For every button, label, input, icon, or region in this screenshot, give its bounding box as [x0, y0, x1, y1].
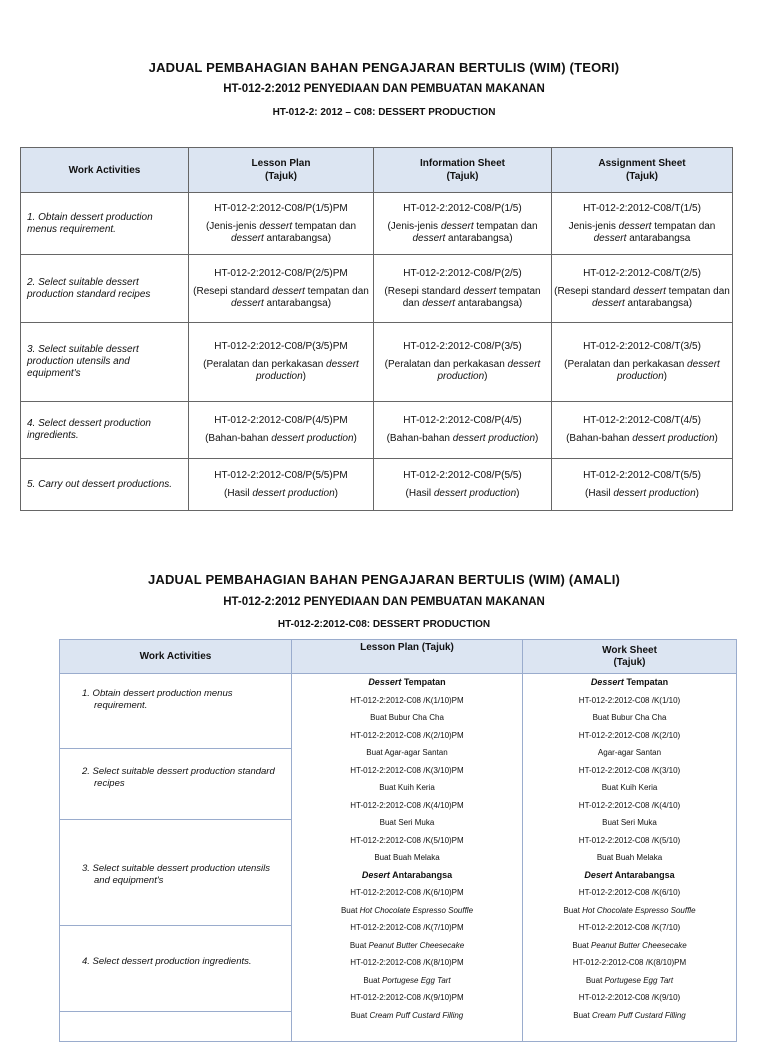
activity-cell: 4. Select dessert production ingredients. — [21, 402, 189, 459]
list-item: Buat Agar-agar Santan — [366, 748, 448, 757]
lesson-plan-cell: HT-012-2:2012-C08/P(4/5)PM (Bahan-bahan dessert production) — [189, 402, 374, 459]
header-work-activities: Work Activities — [60, 640, 292, 674]
list-item: HT-012-2:2012-C08 /K(3/10)PM — [350, 765, 464, 775]
activity-cell: 2. Select suitable dessert production standard recipes — [60, 749, 292, 820]
list-item: HT-012-2:2012-C08 /K(7/10)PM — [350, 923, 464, 932]
list-item: HT-012-2:2012-C08 /K(9/10)PM — [350, 993, 464, 1002]
list-item: Buat Buah Melaka — [374, 853, 440, 862]
assignment-sheet-cell: HT-012-2:2012-C08/T(3/5) (Peralatan dan perkakasan dessert production) — [552, 323, 733, 402]
activity-cell: 3. Select suitable dessert production utensils and equipment's — [60, 820, 292, 926]
amali-title: JADUAL PEMBAHAGIAN BAHAN PENGAJARAN BERTULIS (WIM) (AMALI) — [147, 572, 621, 587]
activity-cell: 3. Select suitable dessert production utensils and equipment's — [21, 323, 189, 402]
amali-table — [59, 639, 737, 1042]
list-item: Buat Peanut Butter Cheesecake — [572, 940, 687, 950]
work-sheet-list — [523, 674, 737, 1042]
list-item: HT-012-2:2012-C08 /K(5/10) — [578, 835, 681, 845]
list-item: Buat Bubur Cha Cha — [370, 713, 444, 722]
list-item: Buat Hot Chocolate Espresso Souffle — [340, 905, 474, 915]
list-item: Desert Antarabangsa — [584, 869, 675, 880]
lesson-plan-cell: HT-012-2:2012-C08/P(1/5)PM (Jenis-jenis dessert tempatan dan dessert antarabangsa) — [189, 193, 374, 255]
list-item: HT-012-2:2012-C08 /K(4/10)PM — [350, 800, 464, 810]
header-work-activities: Work Activities — [21, 148, 189, 193]
table-row — [60, 674, 737, 749]
list-item: HT-012-2:2012-C08 /K(3/10) — [578, 765, 681, 775]
list-item: Buat Seri Muka — [602, 818, 657, 827]
list-item: Buat Bubur Cha Cha — [592, 713, 667, 722]
header-lesson-plan: Lesson Plan (Tajuk) — [292, 640, 523, 674]
table-row — [21, 255, 733, 323]
list-item: HT-012-2:2012-C08 /K(5/10)PM — [350, 835, 464, 845]
header-assignment-sheet: Assignment Sheet (Tajuk) — [552, 148, 733, 193]
activity-cell: 5. Carry out dessert productions. — [21, 459, 189, 511]
activity-cell — [60, 1012, 292, 1042]
list-item: Agar-agar Santan — [597, 748, 662, 757]
lesson-plan-cell: HT-012-2:2012-C08/P(2/5)PM (Resepi standard dessert tempatan dan dessert antarabangsa) — [189, 255, 374, 323]
list-item: Buat Buah Melaka — [596, 853, 663, 862]
teori-subtitle-course: HT-012-2: 2012 – C08: DESSERT PRODUCTION — [272, 107, 496, 118]
list-item: HT-012-2:2012-C08 /K(6/10) — [578, 888, 681, 897]
list-item: HT-012-2:2012-C08 /K(7/10) — [578, 923, 681, 932]
activity-cell: 4. Select dessert production ingredients. — [60, 926, 292, 1012]
list-item: HT-012-2:2012-C08 /K(6/10)PM — [350, 888, 464, 897]
lesson-plan-cell: HT-012-2:2012-C08/P(5/5)PM (Hasil dessert production) — [189, 459, 374, 511]
list-item: Buat Kuih Keria — [379, 783, 435, 792]
activity-cell: 1. Obtain dessert production menus requirement. — [21, 193, 189, 255]
teori-header-row — [21, 148, 733, 193]
list-item: Buat Hot Chocolate Espresso Souffle — [563, 905, 696, 915]
list-item: HT-012-2:2012-C08 /K(1/10) — [578, 695, 681, 705]
information-sheet-cell: HT-012-2:2012-C08/P(5/5) (Hasil dessert production) — [374, 459, 552, 511]
amali-subtitle: HT-012-2:2012 PENYEDIAAN DAN PEMBUATAN MAKANAN — [223, 596, 545, 608]
table-row — [21, 193, 733, 255]
header-work-sheet: Work Sheet (Tajuk) — [523, 640, 737, 674]
list-item: HT-012-2:2012-C08 /K(8/10)PM — [572, 958, 687, 967]
list-item: Buat Kuih Keria — [601, 783, 658, 792]
list-item: Dessert Tempatan — [368, 677, 446, 687]
list-item: Buat Seri Muka — [379, 818, 435, 827]
table-row — [21, 402, 733, 459]
assignment-sheet-cell: HT-012-2:2012-C08/T(1/5) Jenis-jenis dessert tempatan dan dessert antarabangsa — [552, 193, 733, 255]
amali-header-row — [60, 640, 737, 674]
list-item: HT-012-2:2012-C08 /K(9/10) — [578, 993, 681, 1002]
information-sheet-cell: HT-012-2:2012-C08/P(3/5) (Peralatan dan perkakasan dessert production) — [374, 323, 552, 402]
assignment-sheet-cell: HT-012-2:2012-C08/T(2/5) (Resepi standard dessert tempatan dan dessert antarabangsa) — [552, 255, 733, 323]
list-item: HT-012-2:2012-C08 /K(1/10)PM — [350, 695, 464, 705]
table-row — [21, 323, 733, 402]
list-item: Buat Portugese Egg Tart — [363, 975, 451, 985]
teori-table — [20, 147, 733, 511]
list-item: Dessert Tempatan — [590, 677, 669, 687]
information-sheet-cell: HT-012-2:2012-C08/P(4/5) (Bahan-bahan dessert production) — [374, 402, 552, 459]
header-information-sheet: Information Sheet (Tajuk) — [374, 148, 552, 193]
amali-subtitle-course: HT-012-2:2012-C08: DESSERT PRODUCTION — [277, 619, 491, 630]
activity-cell: 1. Obtain dessert production menus requirement. — [60, 674, 292, 749]
list-item: Buat Cream Puff Custard Filling — [573, 1010, 686, 1020]
list-item: Buat Peanut Butter Cheesecake — [349, 940, 465, 950]
list-item: HT-012-2:2012-C08 /K(4/10) — [578, 800, 681, 810]
list-item: HT-012-2:2012-C08 /K(2/10) — [578, 730, 681, 740]
teori-title: JADUAL PEMBAHAGIAN BAHAN PENGAJARAN BERTULIS (WIM) (TEORI) — [148, 60, 620, 75]
header-lesson-plan: Lesson Plan (Tajuk) — [189, 148, 374, 193]
information-sheet-cell: HT-012-2:2012-C08/P(1/5) (Jenis-jenis dessert tempatan dan dessert antarabangsa) — [374, 193, 552, 255]
teori-subtitle: HT-012-2:2012 PENYEDIAAN DAN PEMBUATAN MAKANAN — [223, 83, 545, 95]
lesson-plan-list — [292, 674, 523, 1042]
list-item: HT-012-2:2012-C08 /K(8/10)PM — [350, 958, 464, 967]
assignment-sheet-cell: HT-012-2:2012-C08/T(4/5) (Bahan-bahan dessert production) — [552, 402, 733, 459]
list-item: Buat Portugese Egg Tart — [585, 975, 674, 985]
lesson-plan-cell: HT-012-2:2012-C08/P(3/5)PM (Peralatan dan perkakasan dessert production) — [189, 323, 374, 402]
assignment-sheet-cell: HT-012-2:2012-C08/T(5/5) (Hasil dessert production) — [552, 459, 733, 511]
list-item: Buat Cream Puff Custard Filling — [350, 1010, 464, 1020]
table-row — [21, 459, 733, 511]
activity-cell: 2. Select suitable dessert production standard recipes — [21, 255, 189, 323]
list-item: Desert Antarabangsa — [361, 869, 453, 880]
list-item: HT-012-2:2012-C08 /K(2/10)PM — [350, 730, 464, 740]
information-sheet-cell: HT-012-2:2012-C08/P(2/5) (Resepi standard dessert tempatan dan dessert antarabangsa) — [374, 255, 552, 323]
